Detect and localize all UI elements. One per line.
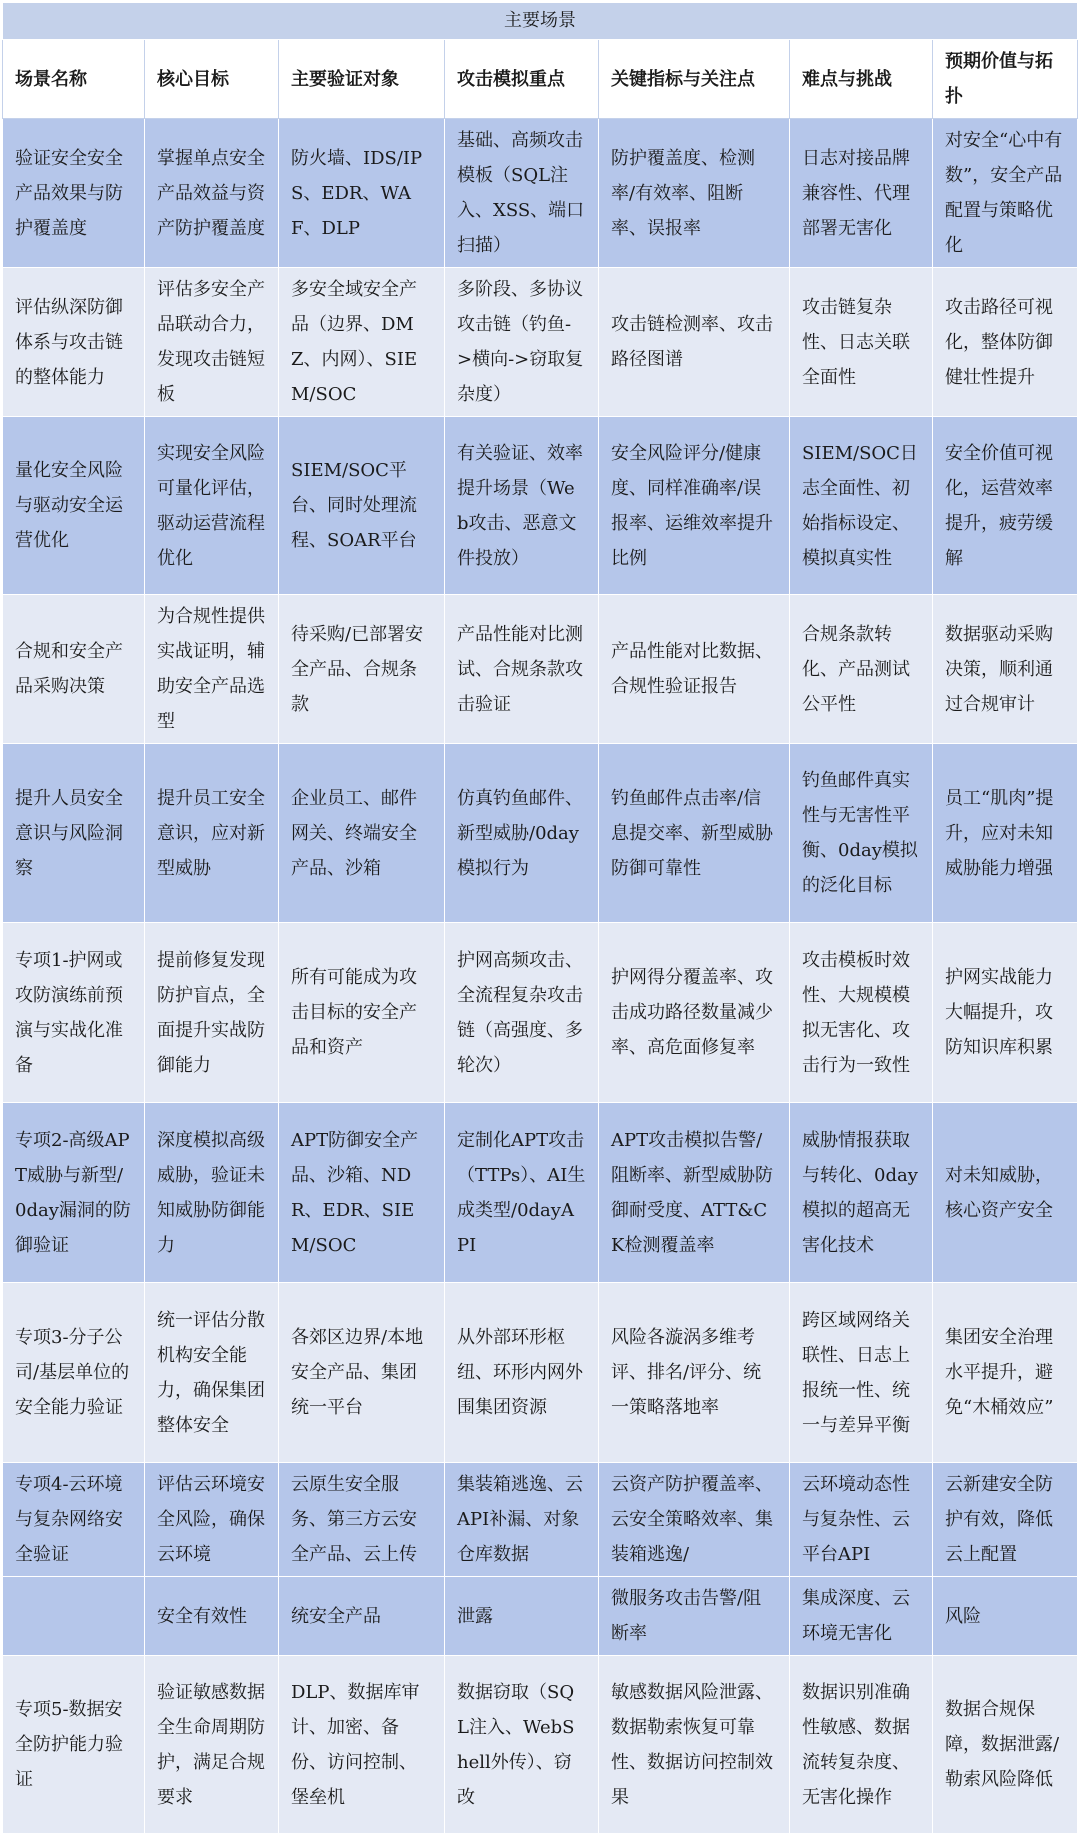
cell-core-goal: 评估多安全产品联动合力，发现攻击链短板 (145, 268, 279, 417)
cell-core-goal: 提前修复发现防护盲点，全面提升实战防御能力 (145, 923, 279, 1103)
cell-difficulties: 威胁情报获取与转化、0day模拟的超高无害化技术 (790, 1103, 933, 1283)
cell-difficulties: 日志对接品牌兼容性、代理部署无害化 (790, 119, 933, 268)
table-row (3, 1283, 1078, 1463)
cell-attack-focus: 数据窃取（SQL注入、WebShell外传）、窃改 (445, 1656, 599, 1834)
header-difficulties: 难点与挑战 (790, 40, 933, 119)
cell-verification-target: 多安全域安全产品（边界、DMZ、内网）、SIEM/SOC (279, 268, 445, 417)
cell-core-goal: 深度模拟高级威胁，验证未知威胁防御能力 (145, 1103, 279, 1283)
table-row (3, 923, 1078, 1103)
cell-scenario-name: 专项3-分子公司/基层单位的安全能力验证 (3, 1283, 145, 1463)
cell-expected-value: 安全价值可视化，运营效率提升，疲劳缓解 (933, 417, 1078, 595)
header-scenario-name: 场景名称 (3, 40, 145, 119)
cell-expected-value: 对安全“心中有数”，安全产品配置与策略优化 (933, 119, 1078, 268)
cell-expected-value: 云新建安全防护有效，降低云上配置 (933, 1463, 1078, 1577)
cell-difficulties: 数据识别准确性敏感、数据流转复杂度、无害化操作 (790, 1656, 933, 1834)
cell-expected-value: 集团安全治理水平提升，避免“木桶效应” (933, 1283, 1078, 1463)
cell-difficulties: 集成深度、云环境无害化 (790, 1577, 933, 1656)
cell-attack-focus: 仿真钓鱼邮件、新型威胁/0day模拟行为 (445, 744, 599, 923)
cell-verification-target: DLP、数据库审计、加密、备份、访问控制、堡垒机 (279, 1656, 445, 1834)
cell-core-goal: 评估云环境安全风险，确保云环境 (145, 1463, 279, 1577)
cell-attack-focus: 护网高频攻击、全流程复杂攻击链（高强度、多轮次） (445, 923, 599, 1103)
table-header-row (3, 40, 1078, 119)
cell-attack-focus: 从外部环形枢纽、环形内网外围集团资源 (445, 1283, 599, 1463)
cell-attack-focus: 产品性能对比测试、合规条款攻击验证 (445, 595, 599, 744)
cell-verification-target: SIEM/SOC平台、同时处理流程、SOAR平台 (279, 417, 445, 595)
cell-scenario-name: 专项2-高级APT威胁与新型/0day漏洞的防御验证 (3, 1103, 145, 1283)
cell-core-goal: 统一评估分散机构安全能力，确保集团整体安全 (145, 1283, 279, 1463)
cell-key-metrics: 微服务攻击告警/阻断率 (599, 1577, 790, 1656)
table-row (3, 1577, 1078, 1656)
cell-scenario-name: 量化安全风险与驱动安全运营优化 (3, 417, 145, 595)
cell-core-goal: 安全有效性 (145, 1577, 279, 1656)
scenario-table-container (2, 2, 1077, 1834)
cell-verification-target: 统安全产品 (279, 1577, 445, 1656)
cell-scenario-name: 提升人员安全意识与风险洞察 (3, 744, 145, 923)
cell-attack-focus: 多阶段、多协议攻击链（钓鱼->横向->窃取复杂度） (445, 268, 599, 417)
table-title: 主要场景 (3, 3, 1078, 40)
scenario-table (2, 2, 1078, 1834)
cell-core-goal: 掌握单点安全产品效益与资产防护覆盖度 (145, 119, 279, 268)
cell-verification-target: 待采购/已部署安全产品、合规条款 (279, 595, 445, 744)
table-title-row (3, 3, 1078, 40)
table-row (3, 119, 1078, 268)
cell-expected-value: 对未知威胁，核心资产安全 (933, 1103, 1078, 1283)
header-expected-value: 预期价值与拓扑 (933, 40, 1078, 119)
header-verification-target: 主要验证对象 (279, 40, 445, 119)
cell-scenario-name: 验证安全安全产品效果与防护覆盖度 (3, 119, 145, 268)
cell-expected-value: 风险 (933, 1577, 1078, 1656)
table-row (3, 1103, 1078, 1283)
cell-expected-value: 护网实战能力大幅提升，攻防知识库积累 (933, 923, 1078, 1103)
table-row (3, 595, 1078, 744)
cell-core-goal: 验证敏感数据全生命周期防护，满足合规要求 (145, 1656, 279, 1834)
cell-scenario-name: 评估纵深防御体系与攻击链的整体能力 (3, 268, 145, 417)
table-row (3, 1463, 1078, 1577)
cell-key-metrics: 攻击链检测率、攻击路径图谱 (599, 268, 790, 417)
cell-expected-value: 攻击路径可视化，整体防御健壮性提升 (933, 268, 1078, 417)
cell-attack-focus: 有关验证、效率提升场景（Web攻击、恶意文件投放） (445, 417, 599, 595)
cell-key-metrics: 护网得分覆盖率、攻击成功路径数量减少率、高危面修复率 (599, 923, 790, 1103)
cell-attack-focus: 基础、高频攻击模板（SQL注入、XSS、端口扫描） (445, 119, 599, 268)
cell-key-metrics: 产品性能对比数据、合规性验证报告 (599, 595, 790, 744)
cell-expected-value: 数据驱动采购决策，顺利通过合规审计 (933, 595, 1078, 744)
cell-scenario-name: 专项4-云环境与复杂网络安全验证 (3, 1463, 145, 1577)
cell-attack-focus: 定制化APT攻击（TTPs）、AI生成类型/0dayAPI (445, 1103, 599, 1283)
cell-core-goal: 实现安全风险可量化评估，驱动运营流程优化 (145, 417, 279, 595)
cell-difficulties: 攻击链复杂性、日志关联全面性 (790, 268, 933, 417)
header-core-goal: 核心目标 (145, 40, 279, 119)
cell-difficulties: 跨区域网络关联性、日志上报统一性、统一与差异平衡 (790, 1283, 933, 1463)
cell-verification-target: 企业员工、邮件网关、终端安全产品、沙箱 (279, 744, 445, 923)
cell-verification-target: 各郊区边界/本地安全产品、集团统一平台 (279, 1283, 445, 1463)
cell-verification-target: 防火墙、IDS/IPS、EDR、WAF、DLP (279, 119, 445, 268)
cell-attack-focus: 泄露 (445, 1577, 599, 1656)
cell-difficulties: SIEM/SOC日志全面性、初始指标设定、模拟真实性 (790, 417, 933, 595)
cell-key-metrics: 敏感数据风险泄露、数据勒索恢复可靠性、数据访问控制效果 (599, 1656, 790, 1834)
cell-expected-value: 数据合规保障，数据泄露/勒索风险降低 (933, 1656, 1078, 1834)
cell-scenario-name: 合规和安全产品采购决策 (3, 595, 145, 744)
cell-key-metrics: 风险各漩涡多维考评、排名/评分、统一策略落地率 (599, 1283, 790, 1463)
cell-difficulties: 钓鱼邮件真实性与无害性平衡、0day模拟的泛化目标 (790, 744, 933, 923)
table-row (3, 1656, 1078, 1834)
cell-scenario-name: 专项1-护网或攻防演练前预演与实战化准备 (3, 923, 145, 1103)
cell-key-metrics: 防护覆盖度、检测率/有效率、阻断率、误报率 (599, 119, 790, 268)
cell-difficulties: 合规条款转化、产品测试公平性 (790, 595, 933, 744)
header-key-metrics: 关键指标与关注点 (599, 40, 790, 119)
cell-key-metrics: 云资产防护覆盖率、云安全策略效率、集装箱逃逸/ (599, 1463, 790, 1577)
header-attack-focus: 攻击模拟重点 (445, 40, 599, 119)
cell-difficulties: 云环境动态性与复杂性、云平台API (790, 1463, 933, 1577)
table-row (3, 268, 1078, 417)
cell-difficulties: 攻击模板时效性、大规模模拟无害化、攻击行为一致性 (790, 923, 933, 1103)
cell-key-metrics: 钓鱼邮件点击率/信息提交率、新型威胁防御可靠性 (599, 744, 790, 923)
cell-verification-target: APT防御安全产品、沙箱、NDR、EDR、SIEM/SOC (279, 1103, 445, 1283)
cell-key-metrics: 安全风险评分/健康度、同样准确率/误报率、运维效率提升比例 (599, 417, 790, 595)
cell-scenario-name: 专项5-数据安全防护能力验证 (3, 1656, 145, 1834)
cell-scenario-name (3, 1577, 145, 1656)
cell-attack-focus: 集装箱逃逸、云API补漏、对象仓库数据 (445, 1463, 599, 1577)
cell-expected-value: 员工“肌肉”提升，应对未知威胁能力增强 (933, 744, 1078, 923)
cell-verification-target: 云原生安全服务、第三方云安全产品、云上传 (279, 1463, 445, 1577)
table-row (3, 744, 1078, 923)
table-row (3, 417, 1078, 595)
cell-key-metrics: APT攻击模拟告警/阻断率、新型威胁防御耐受度、ATT&CK检测覆盖率 (599, 1103, 790, 1283)
cell-core-goal: 为合规性提供实战证明，辅助安全产品选型 (145, 595, 279, 744)
cell-core-goal: 提升员工安全意识，应对新型威胁 (145, 744, 279, 923)
cell-verification-target: 所有可能成为攻击目标的安全产品和资产 (279, 923, 445, 1103)
